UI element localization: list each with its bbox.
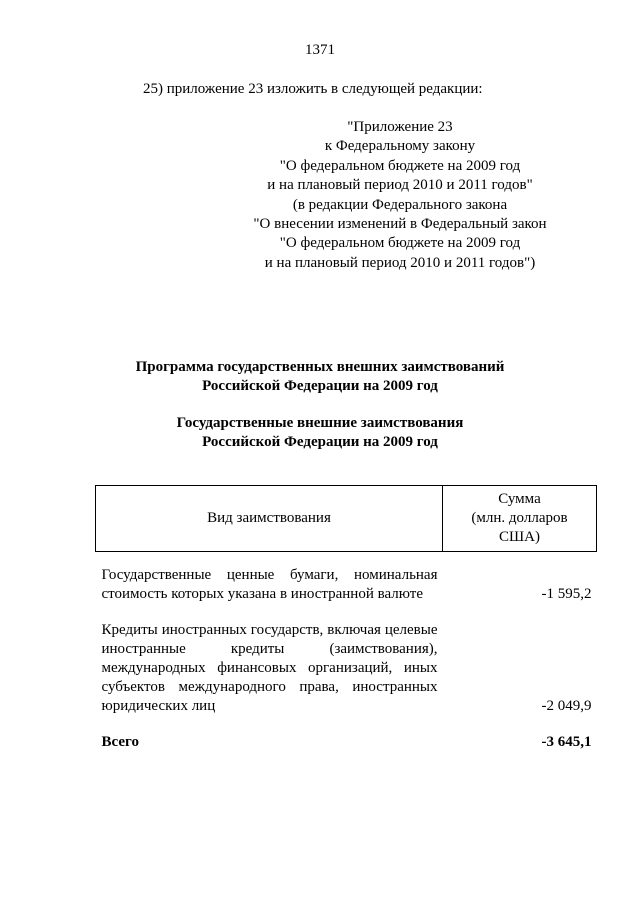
program-title-line: Российской Федерации на 2009 год — [202, 378, 438, 394]
amendment-intro: 25) приложение 23 изложить в следующей редакции: — [143, 81, 483, 97]
column-header-amount-line: Сумма — [498, 491, 541, 507]
program-title — [0, 358, 640, 396]
program-title-line: Программа государственных внешних заимствований — [135, 359, 505, 375]
appendix-header-line: "О внесении изменений в Федеральный закон — [253, 216, 547, 233]
appendix-header-line: и на плановый период 2010 и 2011 годов") — [264, 254, 536, 271]
row-label: Государственные ценные бумаги, номинальная стоимость которых указана в иностранной валюте — [101, 567, 438, 602]
column-header-amount-line: США) — [499, 529, 540, 545]
appendix-header-line: к Федеральному закону — [324, 138, 476, 155]
page-number: 1371 — [305, 42, 335, 58]
total-amount: -3 645,1 — [541, 734, 592, 750]
column-header-amount-line: (млн. долларов — [471, 510, 568, 526]
appendix-header-line: "О федеральном бюджете на 2009 год — [279, 235, 521, 252]
section-title-line: Государственные внешние заимствования — [176, 415, 464, 431]
appendix-header-line: "Приложение 23 — [347, 119, 453, 135]
appendix-header-line: и на плановый период 2010 и 2011 годов" — [267, 177, 533, 194]
table-row — [96, 604, 597, 716]
borrowings-table — [95, 485, 597, 752]
row-amount: -2 049,9 — [541, 698, 592, 714]
table-header-row — [96, 486, 597, 552]
row-amount: -1 595,2 — [541, 586, 592, 602]
section-title — [0, 414, 640, 452]
column-header-amount — [443, 486, 597, 552]
table-total-row — [96, 716, 597, 752]
table-row — [96, 552, 597, 605]
appendix-header — [235, 118, 565, 273]
column-header-type: Вид заимствования — [96, 486, 443, 552]
section-title-line: Российской Федерации на 2009 год — [202, 434, 438, 450]
appendix-header-line: "О федеральном бюджете на 2009 год — [279, 157, 521, 174]
row-label: Кредиты иностранных государств, включая целевые иностранные кредиты (заимствования), международных финансовых организаций, иных субъектов международного права, иностранных юридических лиц — [101, 622, 438, 714]
appendix-header-line: (в редакции Федерального закона — [292, 196, 508, 213]
total-label: Всего — [101, 734, 139, 750]
